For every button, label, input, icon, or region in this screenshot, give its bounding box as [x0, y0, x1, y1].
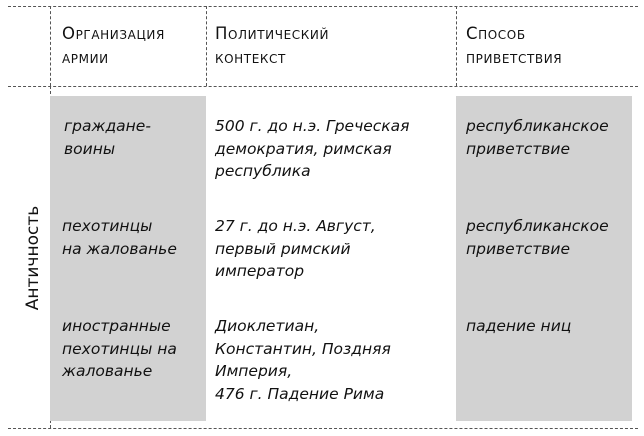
header-political-context: Политический контекст	[215, 24, 330, 67]
cell-army: иностранные пехотинцы на жалованье	[62, 317, 177, 380]
header-army-organization: Организация армии	[62, 24, 165, 67]
cell-context: Диоклетиан, Константин, Поздняя Империя, 476 г. Падение Рима	[215, 317, 391, 403]
cell-context: 500 г. до н.э. Греческая демократия, римская республика	[215, 117, 410, 180]
header-greeting-method: Способ приветствия	[466, 24, 563, 67]
header-divider	[456, 6, 457, 86]
header-divider	[50, 6, 51, 86]
cell-greeting: республиканское приветствие	[466, 117, 609, 158]
header-rule	[8, 86, 638, 87]
bottom-rule	[8, 428, 638, 429]
cell-context: 27 г. до н.э. Август, первый римский император	[215, 217, 376, 280]
cell-army: пехотинцы на жалованье	[62, 217, 177, 258]
header-divider	[206, 6, 207, 86]
top-rule	[8, 6, 638, 7]
era-label: Античность	[23, 205, 43, 311]
cell-army: граждане- воины	[64, 117, 151, 158]
cell-greeting: падение ниц	[466, 317, 572, 335]
cell-greeting: республиканское приветствие	[466, 217, 609, 258]
